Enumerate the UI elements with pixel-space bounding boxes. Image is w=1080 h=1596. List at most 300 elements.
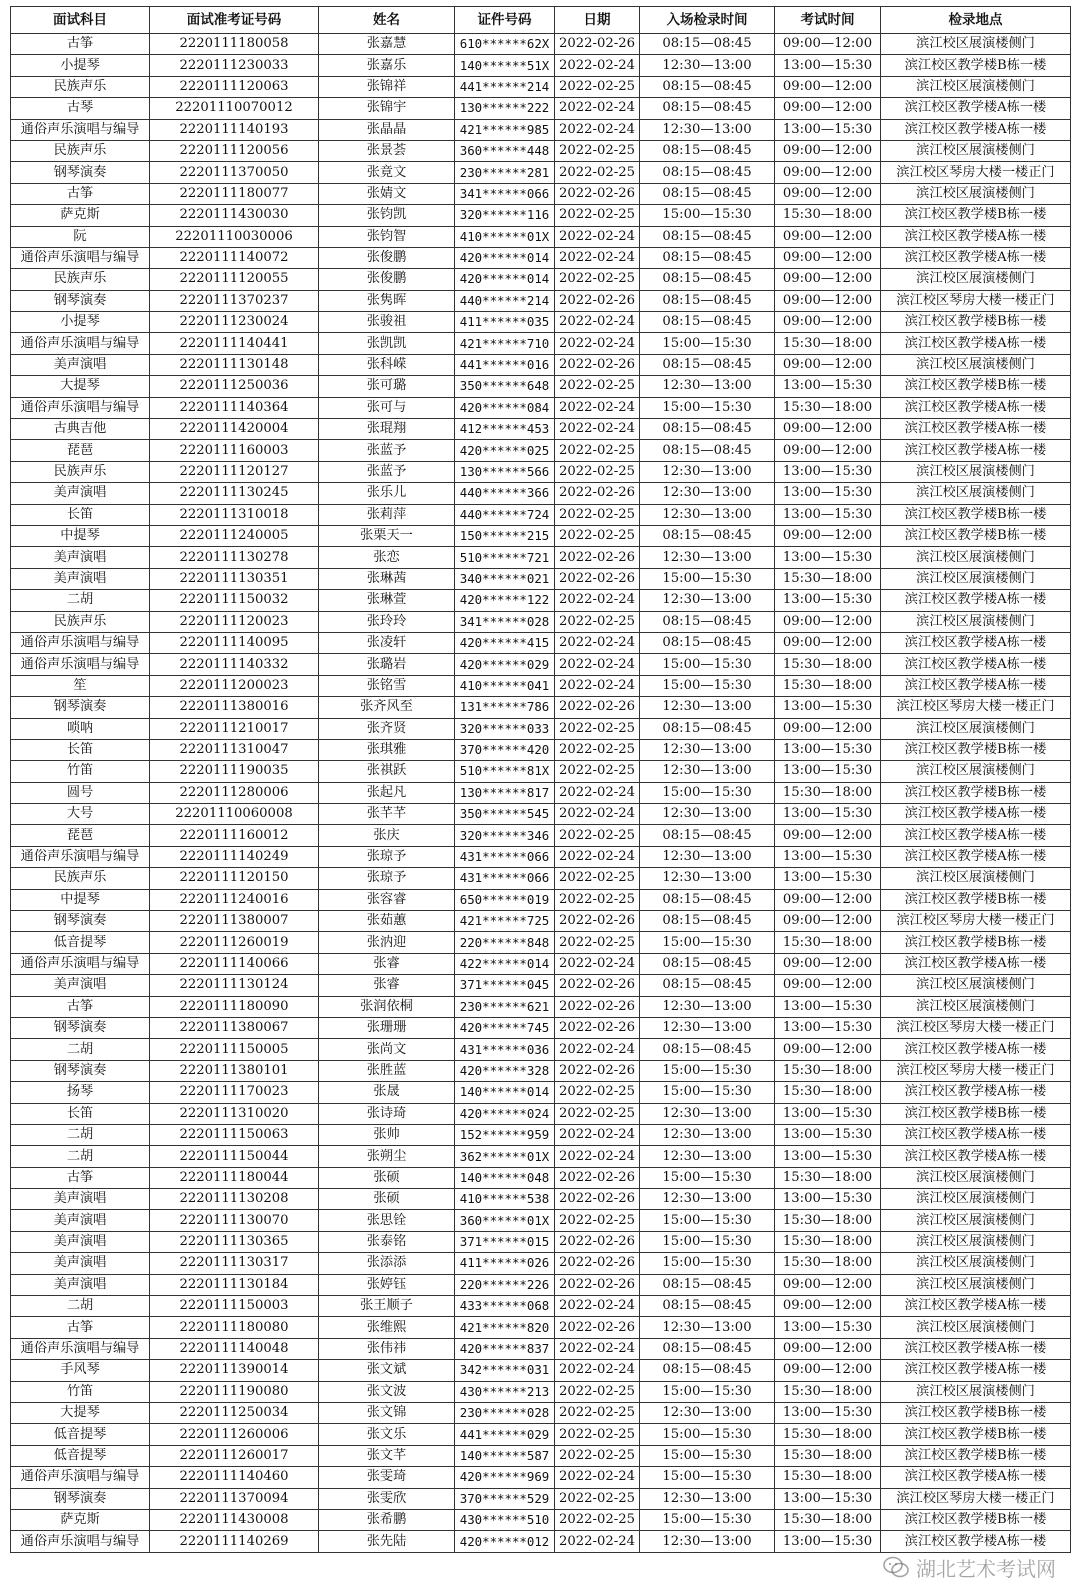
table-row [11,1274,1071,1295]
cell-location: 滨江校区教学楼A栋一楼 [881,247,1071,268]
cell-location: 滨江校区教学楼B栋一楼 [881,525,1071,546]
cell-name: 张齐贤 [319,718,455,739]
cell-exam-number: 2220111260019 [150,932,319,953]
cell-date: 2022-02-26 [555,568,640,589]
cell-name: 张琼予 [319,846,455,867]
cell-date: 2022-02-25 [555,1445,640,1466]
cell-subject: 美声演唱 [11,1210,150,1231]
cell-name: 张睿 [319,953,455,974]
cell-date: 2022-02-24 [555,55,640,76]
cell-id-number: 441******029 [455,1424,555,1445]
cell-location: 滨江校区教学楼B栋一楼 [881,1424,1071,1445]
cell-subject: 长笛 [11,739,150,760]
cell-exam-time: 13:00—15:30 [775,1146,881,1167]
cell-subject: 民族声乐 [11,461,150,482]
cell-name: 张润依桐 [319,996,455,1017]
cell-id-number: 431******036 [455,1039,555,1060]
cell-id-number: 420******012 [455,1531,555,1552]
cell-id-number: 411******026 [455,1253,555,1274]
cell-checkin-time: 12:30—13:00 [640,804,775,825]
cell-exam-number: 2220111420004 [150,419,319,440]
cell-checkin-time: 08:15—08:45 [640,419,775,440]
cell-date: 2022-02-24 [555,119,640,140]
cell-name: 张隽晖 [319,290,455,311]
cell-subject: 民族声乐 [11,868,150,889]
table-row [11,1360,1071,1381]
cell-location: 滨江校区教学楼A栋一楼 [881,1338,1071,1359]
cell-id-number: 440******214 [455,290,555,311]
cell-exam-number: 2220111130351 [150,568,319,589]
cell-location: 滨江校区展演楼侧门 [881,461,1071,482]
cell-subject: 小提琴 [11,312,150,333]
cell-date: 2022-02-24 [555,846,640,867]
cell-id-number: 230******028 [455,1403,555,1424]
cell-checkin-time: 12:30—13:00 [640,1124,775,1145]
cell-date: 2022-02-25 [555,739,640,760]
cell-exam-number: 2220111260006 [150,1424,319,1445]
cell-exam-number: 2220111180090 [150,996,319,1017]
cell-id-number: 441******016 [455,354,555,375]
cell-exam-time: 13:00—15:30 [775,1103,881,1124]
cell-exam-time: 13:00—15:30 [775,483,881,504]
cell-id-number: 130******817 [455,782,555,803]
exam-schedule-table [10,6,1071,1553]
cell-subject: 琵琶 [11,825,150,846]
cell-checkin-time: 08:15—08:45 [640,1274,775,1295]
cell-exam-number: 2220111140441 [150,333,319,354]
cell-exam-number: 2220111150005 [150,1039,319,1060]
cell-exam-number: 2220111310020 [150,1103,319,1124]
cell-exam-number: 2220111250036 [150,376,319,397]
cell-name: 张凌轩 [319,632,455,653]
cell-name: 张嘉慧 [319,34,455,55]
cell-id-number: 371******045 [455,975,555,996]
cell-exam-time: 15:30—18:00 [775,1253,881,1274]
table-row [11,247,1071,268]
cell-exam-number: 2220111180077 [150,183,319,204]
cell-exam-time: 09:00—12:00 [775,440,881,461]
table-row [11,34,1071,55]
cell-id-number: 320******346 [455,825,555,846]
cell-subject: 通俗声乐演唱与编导 [11,1338,150,1359]
cell-name: 张硕 [319,1189,455,1210]
cell-exam-time: 09:00—12:00 [775,98,881,119]
cell-location: 滨江校区教学楼A栋一楼 [881,119,1071,140]
cell-exam-time: 13:00—15:30 [775,1017,881,1038]
wechat-icon [882,1555,910,1579]
cell-id-number: 370******420 [455,739,555,760]
cell-exam-time: 09:00—12:00 [775,34,881,55]
header-row [11,7,1071,34]
cell-exam-number: 2220111150044 [150,1146,319,1167]
cell-exam-time: 15:30—18:00 [775,1082,881,1103]
cell-exam-time: 15:30—18:00 [775,1060,881,1081]
cell-location: 滨江校区展演楼侧门 [881,183,1071,204]
cell-date: 2022-02-25 [555,889,640,910]
cell-subject: 竹笛 [11,1381,150,1402]
cell-checkin-time: 12:30—13:00 [640,1488,775,1509]
cell-exam-time: 09:00—12:00 [775,354,881,375]
cell-name: 张珊珊 [319,1017,455,1038]
cell-id-number: 360******01X [455,1210,555,1231]
cell-date: 2022-02-26 [555,1317,640,1338]
table-row [11,1381,1071,1402]
cell-name: 张睿 [319,975,455,996]
table-row [11,1210,1071,1231]
cell-exam-number: 2220111150003 [150,1296,319,1317]
table-row [11,98,1071,119]
cell-exam-number: 2220111200023 [150,675,319,696]
cell-subject: 美声演唱 [11,1189,150,1210]
cell-name: 张希鹏 [319,1509,455,1530]
cell-id-number: 410******041 [455,675,555,696]
cell-exam-number: 2220111180044 [150,1167,319,1188]
cell-location: 滨江校区教学楼B栋一楼 [881,205,1071,226]
cell-exam-time: 13:00—15:30 [775,55,881,76]
cell-exam-number: 2220111390014 [150,1360,319,1381]
cell-id-number: 420******122 [455,590,555,611]
cell-checkin-time: 08:15—08:45 [640,354,775,375]
cell-id-number: 422******014 [455,953,555,974]
table-row [11,1146,1071,1167]
cell-checkin-time: 12:30—13:00 [640,504,775,525]
cell-id-number: 421******710 [455,333,555,354]
cell-id-number: 131******786 [455,697,555,718]
table-row [11,1060,1071,1081]
cell-date: 2022-02-26 [555,1189,640,1210]
table-row [11,205,1071,226]
cell-name: 张诗琦 [319,1103,455,1124]
cell-exam-number: 2220111280006 [150,782,319,803]
table-row [11,1296,1071,1317]
table-row [11,1082,1071,1103]
header-subject: 面试科目 [11,7,150,34]
cell-subject: 圆号 [11,782,150,803]
cell-exam-number: 2220111190080 [150,1381,319,1402]
cell-checkin-time: 08:15—08:45 [640,825,775,846]
cell-checkin-time: 08:15—08:45 [640,1360,775,1381]
cell-subject: 古筝 [11,996,150,1017]
cell-exam-time: 13:00—15:30 [775,1124,881,1145]
table-row [11,1424,1071,1445]
cell-exam-number: 2220111130245 [150,483,319,504]
cell-location: 滨江校区教学楼A栋一楼 [881,1531,1071,1552]
cell-exam-number: 2220111230033 [150,55,319,76]
cell-subject: 钢琴演奏 [11,290,150,311]
cell-location: 滨江校区教学楼A栋一楼 [881,226,1071,247]
cell-location: 滨江校区教学楼B栋一楼 [881,504,1071,525]
table-row [11,953,1071,974]
cell-subject: 竹笛 [11,761,150,782]
cell-location: 滨江校区教学楼B栋一楼 [881,932,1071,953]
table-row [11,996,1071,1017]
cell-id-number: 420******029 [455,654,555,675]
cell-exam-number: 2220111150063 [150,1124,319,1145]
cell-subject: 美声演唱 [11,483,150,504]
cell-name: 张帅 [319,1124,455,1145]
table-row [11,140,1071,161]
cell-location: 滨江校区展演楼侧门 [881,140,1071,161]
cell-subject: 笙 [11,675,150,696]
cell-checkin-time: 15:00—15:30 [640,1231,775,1252]
cell-id-number: 341******028 [455,611,555,632]
header-exam-time: 考试时间 [775,7,881,34]
cell-exam-number: 2220111230024 [150,312,319,333]
cell-checkin-time: 12:30—13:00 [640,1103,775,1124]
cell-exam-time: 13:00—15:30 [775,739,881,760]
table-row [11,1403,1071,1424]
cell-exam-time: 13:00—15:30 [775,547,881,568]
cell-date: 2022-02-24 [555,333,640,354]
cell-exam-number: 2220111430030 [150,205,319,226]
cell-date: 2022-02-24 [555,247,640,268]
cell-exam-time: 09:00—12:00 [775,1039,881,1060]
cell-name: 张乐儿 [319,483,455,504]
cell-checkin-time: 08:15—08:45 [640,226,775,247]
cell-date: 2022-02-24 [555,654,640,675]
cell-location: 滨江校区教学楼A栋一楼 [881,440,1071,461]
cell-exam-time: 13:00—15:30 [775,846,881,867]
cell-id-number: 340******021 [455,568,555,589]
table-row [11,697,1071,718]
cell-checkin-time: 08:15—08:45 [640,718,775,739]
cell-date: 2022-02-24 [555,804,640,825]
cell-name: 张伟祎 [319,1338,455,1359]
cell-checkin-time: 08:15—08:45 [640,247,775,268]
cell-name: 张蓝予 [319,461,455,482]
cell-checkin-time: 15:00—15:30 [640,1381,775,1402]
cell-exam-time: 13:00—15:30 [775,376,881,397]
cell-name: 张王顺子 [319,1296,455,1317]
cell-id-number: 220******848 [455,932,555,953]
cell-date: 2022-02-25 [555,1488,640,1509]
cell-exam-time: 09:00—12:00 [775,76,881,97]
cell-subject: 中提琴 [11,889,150,910]
cell-name: 张锦祥 [319,76,455,97]
cell-subject: 古筝 [11,1167,150,1188]
cell-exam-number: 2220111130124 [150,975,319,996]
cell-name: 张铭雪 [319,675,455,696]
cell-exam-time: 15:30—18:00 [775,782,881,803]
cell-location: 滨江校区教学楼A栋一楼 [881,397,1071,418]
cell-id-number: 150******215 [455,525,555,546]
table-row [11,1017,1071,1038]
cell-id-number: 440******366 [455,483,555,504]
cell-subject: 民族声乐 [11,611,150,632]
cell-location: 滨江校区教学楼A栋一楼 [881,1296,1071,1317]
cell-subject: 钢琴演奏 [11,911,150,932]
cell-exam-time: 15:30—18:00 [775,1509,881,1530]
cell-exam-time: 09:00—12:00 [775,183,881,204]
cell-subject: 通俗声乐演唱与编导 [11,247,150,268]
cell-exam-time: 15:30—18:00 [775,333,881,354]
cell-exam-time: 13:00—15:30 [775,1317,881,1338]
watermark-text: 湖北艺术考试网 [916,1556,1056,1581]
table-row [11,889,1071,910]
cell-location: 滨江校区教学楼A栋一楼 [881,1039,1071,1060]
cell-exam-number: 2220111240016 [150,889,319,910]
cell-exam-time: 15:30—18:00 [775,1210,881,1231]
cell-location: 滨江校区展演楼侧门 [881,1253,1071,1274]
cell-name: 张凯凯 [319,333,455,354]
table-row [11,975,1071,996]
cell-exam-number: 2220111380067 [150,1017,319,1038]
cell-exam-time: 09:00—12:00 [775,269,881,290]
cell-subject: 古筝 [11,1317,150,1338]
table-row [11,76,1071,97]
cell-name: 张可璐 [319,376,455,397]
cell-name: 张景荟 [319,140,455,161]
cell-subject: 大提琴 [11,376,150,397]
table-row [11,440,1071,461]
table-row [11,269,1071,290]
cell-name: 张雯欣 [319,1488,455,1509]
cell-subject: 二胡 [11,1146,150,1167]
cell-exam-time: 09:00—12:00 [775,1296,881,1317]
cell-checkin-time: 08:15—08:45 [640,140,775,161]
cell-location: 滨江校区琴房大楼一楼正门 [881,1017,1071,1038]
cell-checkin-time: 15:00—15:30 [640,568,775,589]
cell-location: 滨江校区展演楼侧门 [881,1231,1071,1252]
cell-name: 张容睿 [319,889,455,910]
cell-exam-time: 09:00—12:00 [775,140,881,161]
cell-location: 滨江校区教学楼A栋一楼 [881,654,1071,675]
cell-date: 2022-02-26 [555,996,640,1017]
cell-id-number: 130******566 [455,461,555,482]
cell-location: 滨江校区展演楼侧门 [881,269,1071,290]
cell-subject: 民族声乐 [11,76,150,97]
cell-exam-time: 09:00—12:00 [775,611,881,632]
cell-exam-number: 2220111140460 [150,1467,319,1488]
cell-exam-time: 13:00—15:30 [775,697,881,718]
cell-subject: 二胡 [11,1124,150,1145]
cell-name: 张恋 [319,547,455,568]
table-row [11,1189,1071,1210]
cell-exam-number: 2220111430008 [150,1509,319,1530]
cell-date: 2022-02-25 [555,825,640,846]
cell-exam-number: 2220111140332 [150,654,319,675]
cell-checkin-time: 08:15—08:45 [640,525,775,546]
cell-location: 滨江校区教学楼A栋一楼 [881,1360,1071,1381]
cell-exam-number: 2220111370050 [150,162,319,183]
cell-location: 滨江校区展演楼侧门 [881,483,1071,504]
cell-date: 2022-02-26 [555,483,640,504]
cell-location: 滨江校区教学楼A栋一楼 [881,953,1071,974]
cell-id-number: 230******621 [455,996,555,1017]
cell-id-number: 360******448 [455,140,555,161]
cell-checkin-time: 15:00—15:30 [640,1509,775,1530]
cell-date: 2022-02-24 [555,953,640,974]
cell-checkin-time: 15:00—15:30 [640,1467,775,1488]
cell-checkin-time: 08:15—08:45 [640,98,775,119]
cell-date: 2022-02-25 [555,76,640,97]
cell-id-number: 420******025 [455,440,555,461]
cell-location: 滨江校区教学楼A栋一楼 [881,1124,1071,1145]
cell-exam-time: 09:00—12:00 [775,911,881,932]
cell-exam-time: 15:30—18:00 [775,397,881,418]
cell-location: 滨江校区教学楼B栋一楼 [881,782,1071,803]
table-row [11,483,1071,504]
cell-exam-number: 2220111250034 [150,1403,319,1424]
table-row [11,1317,1071,1338]
cell-date: 2022-02-26 [555,697,640,718]
cell-location: 滨江校区展演楼侧门 [881,868,1071,889]
cell-location: 滨江校区教学楼A栋一楼 [881,632,1071,653]
cell-date: 2022-02-25 [555,1403,640,1424]
table-row [11,611,1071,632]
cell-checkin-time: 12:30—13:00 [640,1531,775,1552]
cell-exam-number: 2220111240005 [150,525,319,546]
cell-date: 2022-02-26 [555,1060,640,1081]
cell-checkin-time: 12:30—13:00 [640,739,775,760]
cell-name: 张硕 [319,1167,455,1188]
cell-subject: 古筝 [11,34,150,55]
cell-checkin-time: 12:30—13:00 [640,846,775,867]
cell-name: 张莉萍 [319,504,455,525]
cell-exam-time: 13:00—15:30 [775,590,881,611]
cell-exam-time: 13:00—15:30 [775,1488,881,1509]
cell-id-number: 420******024 [455,1103,555,1124]
cell-id-number: 430******213 [455,1381,555,1402]
cell-date: 2022-02-25 [555,440,640,461]
header-id-number: 证件号码 [455,7,555,34]
table-row [11,911,1071,932]
cell-location: 滨江校区展演楼侧门 [881,34,1071,55]
cell-checkin-time: 15:00—15:30 [640,932,775,953]
cell-id-number: 410******538 [455,1189,555,1210]
cell-checkin-time: 12:30—13:00 [640,547,775,568]
cell-checkin-time: 08:15—08:45 [640,76,775,97]
cell-subject: 钢琴演奏 [11,1017,150,1038]
cell-name: 张蓝予 [319,440,455,461]
cell-exam-time: 15:30—18:00 [775,675,881,696]
cell-checkin-time: 12:30—13:00 [640,1403,775,1424]
cell-name: 张起凡 [319,782,455,803]
table-row [11,290,1071,311]
cell-checkin-time: 15:00—15:30 [640,205,775,226]
cell-exam-time: 09:00—12:00 [775,226,881,247]
cell-exam-number: 2220111140048 [150,1338,319,1359]
cell-exam-time: 09:00—12:00 [775,1360,881,1381]
cell-location: 滨江校区展演楼侧门 [881,975,1071,996]
table-row [11,675,1071,696]
cell-subject: 美声演唱 [11,1253,150,1274]
cell-date: 2022-02-25 [555,718,640,739]
cell-exam-number: 22201110070012 [150,98,319,119]
cell-date: 2022-02-24 [555,675,640,696]
cell-location: 滨江校区展演楼侧门 [881,1189,1071,1210]
cell-subject: 钢琴演奏 [11,1060,150,1081]
header-name: 姓名 [319,7,455,34]
cell-location: 滨江校区展演楼侧门 [881,996,1071,1017]
cell-checkin-time: 12:30—13:00 [640,1189,775,1210]
cell-location: 滨江校区展演楼侧门 [881,547,1071,568]
cell-checkin-time: 08:15—08:45 [640,162,775,183]
cell-exam-time: 15:30—18:00 [775,1467,881,1488]
cell-checkin-time: 08:15—08:45 [640,1039,775,1060]
cell-date: 2022-02-24 [555,397,640,418]
cell-subject: 低音提琴 [11,1424,150,1445]
header-checkin-time: 入场检录时间 [640,7,775,34]
table-row [11,547,1071,568]
cell-id-number: 371******015 [455,1231,555,1252]
cell-id-number: 421******985 [455,119,555,140]
cell-checkin-time: 15:00—15:30 [640,1060,775,1081]
cell-exam-time: 13:00—15:30 [775,761,881,782]
cell-subject: 低音提琴 [11,932,150,953]
cell-exam-time: 09:00—12:00 [775,162,881,183]
table-row [11,419,1071,440]
